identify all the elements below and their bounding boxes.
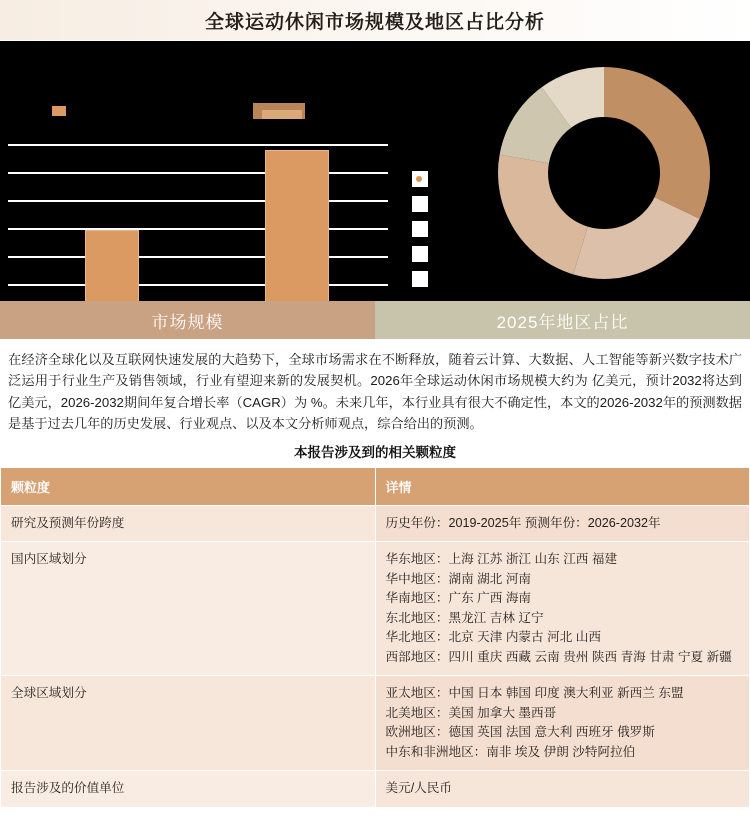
cell-key: 国内区域划分 xyxy=(1,542,376,676)
section-tabs xyxy=(0,301,750,339)
charts-section xyxy=(0,41,750,301)
legend-item xyxy=(412,271,428,287)
cell-line: 华北地区：北京 天津 内蒙古 河北 山西 xyxy=(385,630,601,645)
legend-item xyxy=(412,171,428,187)
pie-slice xyxy=(604,67,710,219)
cell-line: 华南地区：广东 广西 海南 xyxy=(385,591,532,606)
cell-value xyxy=(375,505,750,542)
gridline xyxy=(8,284,388,286)
table-header-row xyxy=(1,467,750,505)
cell-line: 历史年份：2019-2025年 预测年份：2026-2032年 xyxy=(385,515,661,530)
gridline xyxy=(8,172,388,174)
legend-item xyxy=(412,196,428,212)
legend-dot-icon xyxy=(416,176,422,182)
cell-line: 北美地区：美国 加拿大 墨西哥 xyxy=(385,705,557,720)
bar-chart-legend xyxy=(0,101,400,121)
table-caption: 本报告涉及到的相关颗粒度 xyxy=(294,444,456,460)
pie-slice xyxy=(498,155,588,275)
pie-chart-legend xyxy=(412,171,428,296)
table-row xyxy=(1,676,750,771)
intro-paragraph: 在经济全球化以及互联网快速发展的大趋势下，全球市场需求在不断释放，随着云计算、大数据、人工智能等新兴数字技术广泛运用于行业生产及销售领域，行业有望迎来新的发展契机。2026年全球运动休闲市场规模大约为 亿美元，预计2032将达到 亿美元，2026-2032期间年复合增长率（CAGR）为 %。未来几年，本行业具有很大不确定性，本文的2026-2032年的预测数据是基于过去几年的历史发展、行业观点、以及本文分析师观点，综合给出的预测。 xyxy=(8,352,742,432)
bar-series-2 xyxy=(265,150,329,301)
page-title: 全球运动休闲市场规模及地区占比分析 xyxy=(204,11,545,33)
legend-item xyxy=(412,221,428,237)
granularity-table xyxy=(0,467,750,808)
gridline xyxy=(8,228,388,230)
cell-line: 华东地区：上海 江苏 浙江 山东 江西 福建 xyxy=(385,552,618,567)
legend-item xyxy=(412,246,428,262)
gridline xyxy=(8,256,388,258)
cell-key: 研究及预测年份跨度 xyxy=(1,505,376,542)
bar-series-1 xyxy=(85,230,139,301)
pie-chart xyxy=(490,59,718,287)
cell-line: 华中地区：湖南 湖北 河南 xyxy=(385,571,532,586)
cell-key: 报告涉及的价值单位 xyxy=(1,771,376,808)
cell-value xyxy=(375,676,750,771)
legend-swatch-icon xyxy=(52,106,66,116)
cell-key: 全球区域划分 xyxy=(1,676,376,771)
legend-swatch-icon xyxy=(262,110,302,119)
cell-line: 中东和非洲地区：南非 埃及 伊朗 沙特阿拉伯 xyxy=(385,744,636,759)
column-header-details: 详情 xyxy=(375,467,750,505)
bar-chart xyxy=(0,41,400,301)
table-row xyxy=(1,505,750,542)
cell-line: 东北地区：黑龙江 吉林 辽宁 xyxy=(385,610,544,625)
gridline xyxy=(8,200,388,202)
page-header xyxy=(0,0,750,41)
table-row xyxy=(1,542,750,676)
table-row xyxy=(1,771,750,808)
cell-line: 西部地区：四川 重庆 西藏 云南 贵州 陕西 青海 甘肃 宁夏 新疆 xyxy=(385,649,732,664)
gridline xyxy=(8,144,388,146)
cell-value xyxy=(375,542,750,676)
donut-svg xyxy=(490,59,718,287)
cell-value xyxy=(375,771,750,808)
column-header-granularity: 颗粒度 xyxy=(1,467,376,505)
cell-line: 美元/人民币 xyxy=(385,781,452,796)
tab-region-share[interactable]: 2025年地区占比 xyxy=(375,301,750,339)
tab-market-size[interactable]: 市场规模 xyxy=(0,301,375,339)
cell-line: 亚太地区：中国 日本 韩国 印度 澳大利亚 新西兰 东盟 xyxy=(385,686,684,701)
cell-line: 欧洲地区：德国 英国 法国 意大利 西班牙 俄罗斯 xyxy=(385,725,655,740)
